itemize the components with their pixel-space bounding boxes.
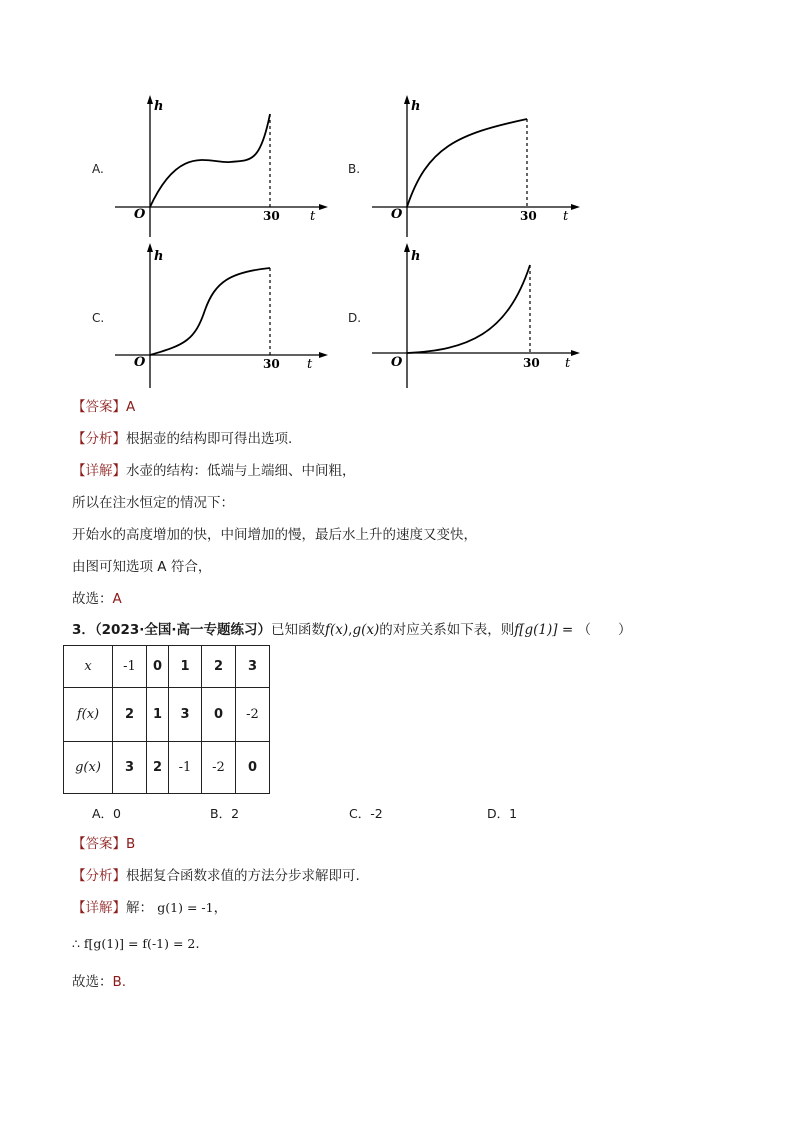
q3-stem-3: = （ ） bbox=[557, 622, 632, 638]
choose-tag: 故选： bbox=[72, 974, 113, 990]
choose-value: A bbox=[112, 591, 122, 607]
x-label: t bbox=[310, 209, 316, 224]
x-label: t bbox=[307, 357, 313, 372]
table-cell: 0 bbox=[202, 688, 236, 742]
origin-label: O bbox=[391, 355, 403, 370]
q3-detail-line-2 bbox=[72, 935, 200, 953]
q2-detail-line-3: 开始水的高度增加的快，中间增加的慢，最后水上升的速度又变快， bbox=[72, 527, 477, 543]
answer-tag: 【答案】 bbox=[72, 836, 126, 852]
tick-label: 30 bbox=[263, 209, 280, 223]
table-cell: 1 bbox=[147, 688, 169, 742]
table-cell: -1 bbox=[113, 646, 147, 688]
curve-b bbox=[407, 119, 527, 207]
graph-b bbox=[367, 92, 587, 242]
detail-tag: 【详解】 bbox=[72, 900, 126, 916]
x-axis-arrow bbox=[571, 350, 580, 356]
y-label: h bbox=[411, 99, 421, 114]
q3-gx: g(x) bbox=[352, 622, 380, 638]
row-label-x: x bbox=[64, 646, 113, 688]
table-cell: 2 bbox=[113, 688, 147, 742]
q3-stem bbox=[72, 621, 631, 639]
y-label: h bbox=[154, 99, 164, 114]
x-label: t bbox=[563, 209, 569, 224]
choice-b: B．2 bbox=[210, 806, 240, 821]
graph-a bbox=[110, 92, 330, 242]
q2-detail-line-4 bbox=[72, 558, 211, 576]
x-axis-arrow bbox=[319, 204, 328, 210]
q2-detail bbox=[72, 462, 356, 480]
q2-analysis bbox=[72, 430, 292, 448]
table-cell: -1 bbox=[169, 742, 202, 794]
detail-text: 水壶的结构：低端与上端细、中间粗， bbox=[126, 463, 356, 479]
curve-c bbox=[150, 268, 270, 355]
y-axis-arrow bbox=[147, 95, 153, 104]
choice-d: D．1 bbox=[487, 806, 518, 821]
q3-analysis bbox=[72, 867, 360, 885]
choice-a: A．0 bbox=[92, 806, 122, 821]
choose-tag: 故选： bbox=[72, 591, 113, 607]
graph-b-label: B. bbox=[348, 162, 361, 176]
q3-fx: f(x) bbox=[325, 622, 349, 638]
table-row-x bbox=[64, 646, 270, 688]
detail-pre: 解： bbox=[126, 900, 153, 916]
x-axis-arrow bbox=[571, 204, 580, 210]
q2-choose bbox=[72, 590, 122, 608]
detail-tag: 【详解】 bbox=[72, 463, 126, 479]
graph-c bbox=[110, 240, 330, 390]
table-cell: 3 bbox=[236, 646, 270, 688]
detail-eq-2: ∴ f[g(1)] = f(-1) = 2 bbox=[72, 936, 196, 951]
tick-label: 30 bbox=[523, 356, 540, 370]
detail-4-pre: 由图可知选项 bbox=[72, 559, 158, 575]
y-label: h bbox=[154, 249, 164, 264]
table-cell: 2 bbox=[202, 646, 236, 688]
q3-expr: f[g(1)] bbox=[514, 622, 558, 638]
table-cell: -2 bbox=[202, 742, 236, 794]
y-label: h bbox=[411, 249, 421, 264]
y-axis-arrow bbox=[404, 243, 410, 252]
table-cell: 3 bbox=[113, 742, 147, 794]
x-axis-arrow bbox=[319, 352, 328, 358]
detail-4-opt: A bbox=[157, 559, 167, 575]
graph-d bbox=[367, 240, 587, 390]
detail-eq-1: g(1) = -1 bbox=[157, 900, 214, 915]
detail-4-post: 符合， bbox=[166, 559, 212, 575]
answer-value: A bbox=[126, 399, 136, 415]
table-cell: 3 bbox=[169, 688, 202, 742]
row-label-f: f(x) bbox=[64, 688, 113, 742]
table-row-g bbox=[64, 742, 270, 794]
q3-comma: , bbox=[348, 622, 353, 638]
graph-a-label: A. bbox=[92, 162, 104, 176]
answer-tag: 【答案】 bbox=[72, 399, 126, 415]
graph-c-label: C. bbox=[92, 311, 105, 325]
q2-answer bbox=[72, 398, 135, 416]
answer-value: B bbox=[126, 836, 136, 852]
table-row-f bbox=[64, 688, 270, 742]
tick-label: 30 bbox=[263, 357, 280, 371]
origin-label: O bbox=[391, 207, 403, 222]
q3-answer bbox=[72, 835, 135, 853]
table-cell: 0 bbox=[147, 646, 169, 688]
row-label-g: g(x) bbox=[64, 742, 113, 794]
q3-source: （2023·全国·高一专题练习） bbox=[94, 622, 271, 638]
y-axis-arrow bbox=[404, 95, 410, 104]
analysis-tag: 【分析】 bbox=[72, 868, 126, 884]
q3-choose bbox=[72, 973, 126, 991]
function-table bbox=[63, 645, 270, 794]
q2-detail-line-2: 所以在注水恒定的情况下： bbox=[72, 495, 234, 511]
choose-value: B. bbox=[112, 974, 127, 990]
analysis-text: 根据壶的结构即可得出选项. bbox=[126, 431, 293, 447]
choice-c: C．-2 bbox=[349, 806, 383, 821]
graph-d-label: D. bbox=[348, 311, 362, 325]
origin-label: O bbox=[134, 355, 146, 370]
q3-stem-1: 已知函数 bbox=[271, 622, 325, 638]
detail-eq-2-post: . bbox=[195, 936, 200, 952]
x-label: t bbox=[565, 356, 571, 371]
q3-number: 3． bbox=[72, 622, 95, 638]
table-cell: 0 bbox=[236, 742, 270, 794]
y-axis-arrow bbox=[147, 243, 153, 252]
detail-eq-1-post: ， bbox=[213, 900, 228, 916]
tick-label: 30 bbox=[520, 209, 537, 223]
table-cell: 2 bbox=[147, 742, 169, 794]
curve-d bbox=[407, 265, 530, 353]
origin-label: O bbox=[134, 207, 146, 222]
curve-a bbox=[150, 114, 270, 207]
analysis-tag: 【分析】 bbox=[72, 431, 126, 447]
q3-detail bbox=[72, 899, 227, 917]
table-cell: 1 bbox=[169, 646, 202, 688]
q3-stem-2: 的对应关系如下表，则 bbox=[379, 622, 515, 638]
analysis-text: 根据复合函数求值的方法分步求解即可. bbox=[126, 868, 360, 884]
table-cell: -2 bbox=[236, 688, 270, 742]
